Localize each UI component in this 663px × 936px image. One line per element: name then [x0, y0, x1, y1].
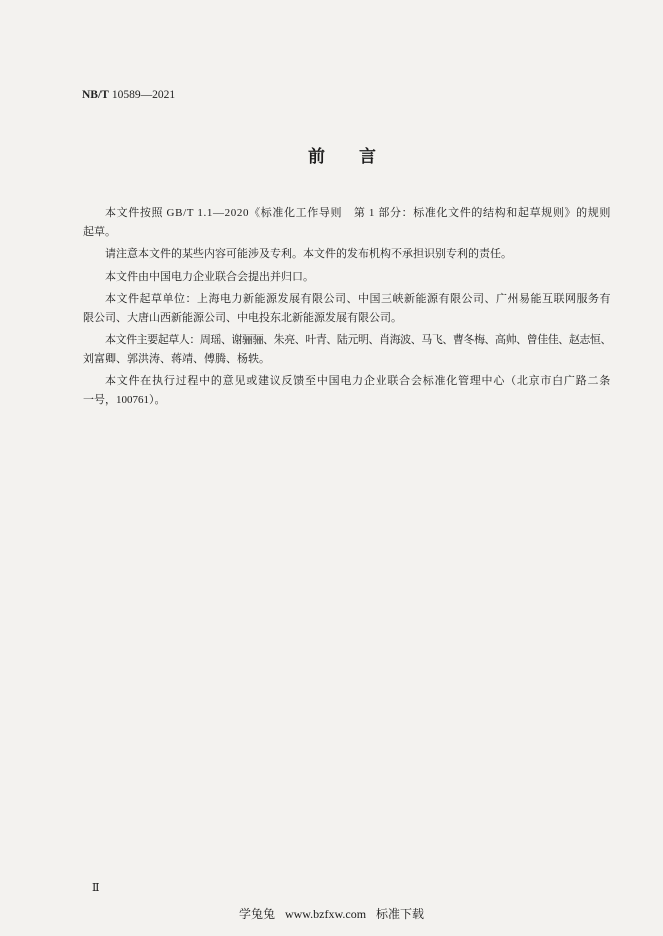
preface-body — [83, 204, 611, 413]
paragraph — [83, 331, 611, 368]
footer-watermark — [0, 905, 663, 923]
paragraph-line: 一号，100761）。 — [83, 393, 166, 406]
footer-tagline: 标准下载 — [376, 907, 425, 921]
standard-code — [82, 87, 175, 103]
paragraph — [83, 204, 611, 241]
paragraph — [83, 245, 611, 264]
paragraph-line: 本文件由中国电力企业联合会提出并归口。 — [105, 270, 314, 283]
paragraph-line: 起草。 — [83, 225, 116, 238]
paragraph-line: 刘富卿、郭洪涛、蒋靖、傅腾、杨轶。 — [83, 352, 270, 365]
paragraph-line: 本文件按照 GB/T 1.1—2020《标准化工作导则 第 1 部分：标准化文件的结构和起草规则》的规则 — [105, 207, 611, 219]
footer-url: www.bzfxw.com — [284, 907, 367, 921]
paragraph-line: 本文件起草单位：上海电力新能源发展有限公司、中国三峡新能源有限公司、广州易能互联网服务有 — [105, 293, 611, 305]
section-title: 前 言 — [308, 147, 376, 167]
page-number: Ⅱ — [92, 882, 100, 894]
paragraph — [83, 268, 611, 287]
footer-site-name: 学兔兔 — [238, 907, 275, 921]
paragraph-line: 请注意本文件的某些内容可能涉及专利。本文件的发布机构不承担识别专利的责任。 — [105, 248, 512, 260]
paragraph-line: 限公司、大唐山西新能源公司、中电投东北新能源发展有限公司。 — [83, 311, 402, 324]
standard-code-prefix: NB/T — [82, 89, 109, 101]
paragraph — [83, 372, 611, 409]
standard-code-number: 10589—2021 — [111, 89, 176, 101]
paragraph-line: 本文件在执行过程中的意见或建议反馈至中国电力企业联合会标准化管理中心（北京市白广路二条 — [105, 375, 611, 387]
paragraph — [83, 290, 611, 327]
paragraph-line: 本文件主要起草人：周瑶、谢骊骊、朱亮、叶青、陆元明、肖海波、马飞、曹冬梅、高帅、曾佳佳、赵志恒、 — [105, 334, 611, 346]
